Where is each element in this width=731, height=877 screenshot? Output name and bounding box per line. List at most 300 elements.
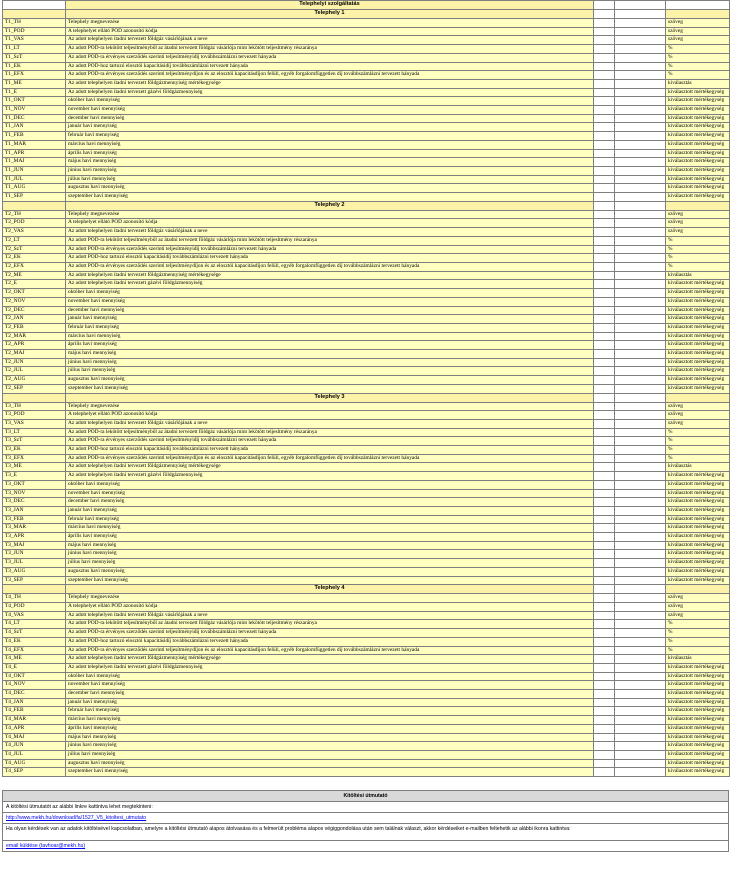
value-input-cell[interactable] [615, 27, 666, 36]
row-code: T2_JAN [3, 315, 66, 324]
value-input-cell[interactable] [615, 53, 666, 62]
row-code: T1_OKT [3, 97, 66, 106]
spacer-cell [594, 219, 615, 228]
row-unit: kiválasztott mértékegység [666, 97, 730, 106]
value-input-cell[interactable] [615, 132, 666, 141]
blank-cell [615, 201, 666, 210]
row-code: T1_SEP [3, 193, 66, 202]
blank-cell [594, 201, 615, 210]
table-row [3, 498, 730, 507]
row-code: T4_NOV [3, 681, 66, 690]
row-unit: kiválasztás [666, 463, 730, 472]
blank-cell [615, 585, 666, 594]
value-input-cell[interactable] [615, 446, 666, 455]
spacer-cell [594, 158, 615, 167]
row-code: T3_SEP [3, 576, 66, 585]
value-input-cell[interactable] [615, 533, 666, 542]
spacer-cell [594, 733, 615, 742]
value-input-cell[interactable] [615, 515, 666, 524]
row-unit: kiválasztott mértékegység [666, 166, 730, 175]
row-unit: kiválasztott mértékegység [666, 376, 730, 385]
table-row [3, 376, 730, 385]
table-row [3, 88, 730, 97]
spacer-cell [594, 358, 615, 367]
table-row [3, 759, 730, 768]
row-unit: % [666, 71, 730, 80]
spacer-cell [594, 341, 615, 350]
sheet-title: Telephelyi szolgáltatás [66, 1, 594, 10]
row-unit: kiválasztott mértékegység [666, 341, 730, 350]
spacer-cell [594, 594, 615, 603]
row-unit: kiválasztott mértékegység [666, 663, 730, 672]
value-input-cell[interactable] [615, 97, 666, 106]
spacer-cell [594, 262, 615, 271]
value-input-cell[interactable] [615, 576, 666, 585]
value-input-cell[interactable] [615, 62, 666, 71]
row-code: T1_AUG [3, 184, 66, 193]
table-row [3, 228, 730, 237]
row-unit: kiválasztott mértékegység [666, 733, 730, 742]
value-input-cell[interactable] [615, 45, 666, 54]
row-code: T3_TH [3, 402, 66, 411]
value-input-cell[interactable] [615, 489, 666, 498]
table-row [3, 158, 730, 167]
row-code: T4_SzT [3, 629, 66, 638]
section-header: Telephely 4 [66, 585, 594, 594]
value-input-cell[interactable] [615, 88, 666, 97]
row-unit: kiválasztott mértékegység [666, 88, 730, 97]
table-row [3, 611, 730, 620]
row-unit: kiválasztás [666, 79, 730, 88]
table-row [3, 106, 730, 115]
table-row [3, 341, 730, 350]
row-unit: kiválasztott mértékegység [666, 350, 730, 359]
value-input-cell[interactable] [615, 236, 666, 245]
section-header: Telephely 2 [66, 201, 594, 210]
spacer-cell [594, 297, 615, 306]
spacer-cell [594, 576, 615, 585]
row-unit: kiválasztott mértékegység [666, 114, 730, 123]
spacer-cell [594, 271, 615, 280]
spacer-cell [594, 45, 615, 54]
table-row [3, 646, 730, 655]
spacer-cell [594, 254, 615, 263]
row-code: T2_FEB [3, 323, 66, 332]
value-input-cell[interactable] [615, 524, 666, 533]
spacer-cell [594, 437, 615, 446]
spacer-cell [594, 498, 615, 507]
row-code: T1_TH [3, 19, 66, 28]
value-input-cell[interactable] [615, 245, 666, 254]
value-input-cell[interactable] [615, 280, 666, 289]
spacer-cell [594, 332, 615, 341]
table-row [3, 480, 730, 489]
value-input-cell[interactable] [615, 759, 666, 768]
row-code: T4_VAS [3, 611, 66, 620]
blank-cell [615, 10, 666, 19]
spacer-cell [594, 637, 615, 646]
value-input-cell[interactable] [615, 437, 666, 446]
table-row [3, 271, 730, 280]
spacer-cell [594, 193, 615, 202]
table-row [3, 219, 730, 228]
value-input-cell[interactable] [615, 175, 666, 184]
row-code: T2_MAJ [3, 350, 66, 359]
row-description: Az adott telephelyen ítadni tervezett földgáz vásárlójának a neve [66, 228, 594, 237]
row-description: július havi mennyiség [66, 750, 594, 759]
spacer-cell [594, 524, 615, 533]
value-input-cell[interactable] [615, 550, 666, 559]
spacer-cell [594, 759, 615, 768]
email-link[interactable]: email küldése (tavhoar@mekh.hu) [2, 841, 729, 852]
value-input-cell[interactable] [615, 193, 666, 202]
value-input-cell[interactable] [615, 114, 666, 123]
value-input-cell[interactable] [615, 384, 666, 393]
table-row [3, 19, 730, 28]
table-row [3, 297, 730, 306]
spacer-cell [594, 454, 615, 463]
row-description: december havi mennyiség [66, 498, 594, 507]
table-row [3, 533, 730, 542]
spacer-cell [594, 140, 615, 149]
row-unit: kiválasztott mértékegység [666, 184, 730, 193]
table-row [3, 541, 730, 550]
spacer-cell [594, 567, 615, 576]
table-row [3, 768, 730, 777]
value-input-cell[interactable] [615, 498, 666, 507]
row-unit: kiválasztott mértékegység [666, 149, 730, 158]
row-code: T1_MAR [3, 140, 66, 149]
value-input-cell[interactable] [615, 350, 666, 359]
section-header-row [3, 585, 730, 594]
row-unit: kiválasztott mértékegység [666, 140, 730, 149]
value-input-cell[interactable] [615, 36, 666, 45]
table-row [3, 132, 730, 141]
row-unit: % [666, 236, 730, 245]
row-code: T3_MAR [3, 524, 66, 533]
table-row [3, 576, 730, 585]
row-unit: kiválasztott mértékegység [666, 724, 730, 733]
row-description: július havi mennyiség [66, 559, 594, 568]
value-input-cell[interactable] [615, 716, 666, 725]
spacer-cell [594, 611, 615, 620]
table-row [3, 193, 730, 202]
value-input-cell[interactable] [615, 480, 666, 489]
spacer-cell [594, 655, 615, 664]
row-code: T1_E [3, 88, 66, 97]
table-row [3, 166, 730, 175]
value-input-cell[interactable] [615, 262, 666, 271]
value-input-cell[interactable] [615, 123, 666, 132]
spacer-cell [594, 690, 615, 699]
row-description: május havi mennyiség [66, 733, 594, 742]
blank-cell [3, 201, 66, 210]
value-input-cell[interactable] [615, 567, 666, 576]
row-description: május havi mennyiség [66, 541, 594, 550]
spacer-cell [594, 236, 615, 245]
table-row [3, 254, 730, 263]
spacer-cell [594, 707, 615, 716]
row-description: június havi mennyiség [66, 742, 594, 751]
row-unit: % [666, 45, 730, 54]
value-input-cell[interactable] [615, 637, 666, 646]
row-code: T4_FEB [3, 707, 66, 716]
spacer-cell [594, 210, 615, 219]
row-code: T2_JUN [3, 358, 66, 367]
value-input-cell[interactable] [615, 472, 666, 481]
row-unit: szöveg [666, 402, 730, 411]
section-header-row [3, 393, 730, 402]
value-input-cell[interactable] [615, 463, 666, 472]
value-input-cell[interactable] [615, 271, 666, 280]
value-input-cell[interactable] [615, 228, 666, 237]
row-code: T4_DEC [3, 690, 66, 699]
spacer-cell [594, 663, 615, 672]
row-code: T3_VAS [3, 419, 66, 428]
row-code: T4_JUN [3, 742, 66, 751]
row-code: T2_LT [3, 236, 66, 245]
row-code: T2_EFX [3, 262, 66, 271]
row-description: április havi mennyiség [66, 533, 594, 542]
row-description: Az adott POD-ra érvényes szerződés szerinti teljesítményidíj továbbszámlázni tervezett hányada [66, 245, 594, 254]
spacer-cell [594, 19, 615, 28]
row-description: november havi mennyiség [66, 681, 594, 690]
value-input-cell[interactable] [615, 672, 666, 681]
value-input-cell[interactable] [615, 506, 666, 515]
spacer-cell [594, 280, 615, 289]
value-input-cell[interactable] [615, 742, 666, 751]
row-unit: kiválasztott mértékegység [666, 707, 730, 716]
table-row [3, 620, 730, 629]
table-row [3, 332, 730, 341]
value-input-cell[interactable] [615, 376, 666, 385]
value-input-cell[interactable] [615, 655, 666, 664]
row-unit: kiválasztott mértékegység [666, 323, 730, 332]
row-description: Az adott POD-ra érvényes szerződés szerinti teljesítménydíjon és az elosztói kapacitásdíjon felüli, egyéb forgalomfüggetlen díj továbbszámlázni tervezett hányada [66, 71, 594, 80]
value-input-cell[interactable] [615, 367, 666, 376]
row-description: október havi mennyiség [66, 97, 594, 106]
spacer-cell [594, 472, 615, 481]
row-description: Az adott telephelyen ítadni tervezett földgáz vásárlójának a neve [66, 611, 594, 620]
row-code: T1_EK [3, 62, 66, 71]
value-input-cell[interactable] [615, 681, 666, 690]
row-description: július havi mennyiség [66, 367, 594, 376]
section-header-row [3, 10, 730, 19]
spacer-cell [594, 629, 615, 638]
value-input-cell[interactable] [615, 341, 666, 350]
row-code: T3_MAJ [3, 541, 66, 550]
table-row [3, 280, 730, 289]
table-row [3, 114, 730, 123]
value-input-cell[interactable] [615, 106, 666, 115]
value-input-cell[interactable] [615, 184, 666, 193]
value-input-cell[interactable] [615, 541, 666, 550]
row-unit: kiválasztott mértékegység [666, 742, 730, 751]
row-description: június havi mennyiség [66, 550, 594, 559]
row-unit: kiválasztott mértékegység [666, 698, 730, 707]
value-input-cell[interactable] [615, 663, 666, 672]
value-input-cell[interactable] [615, 358, 666, 367]
guide-link[interactable]: http://www.mekh.hu/download/fa/1527_V5_kitoltesi_utmutato [2, 813, 729, 824]
table-row [3, 663, 730, 672]
value-input-cell[interactable] [615, 690, 666, 699]
row-code: T4_E [3, 663, 66, 672]
table-row [3, 149, 730, 158]
value-input-cell[interactable] [615, 620, 666, 629]
row-unit: szöveg [666, 19, 730, 28]
instructions-text: A kitöltési útmutatót az alábbi linkre kattintva lehet megtekinteni: [2, 802, 729, 813]
value-input-cell[interactable] [615, 149, 666, 158]
value-input-cell[interactable] [615, 629, 666, 638]
row-code: T2_AUG [3, 376, 66, 385]
row-description: augusztus havi mennyiség [66, 759, 594, 768]
row-code: T4_SEP [3, 768, 66, 777]
row-code: T1_JAN [3, 123, 66, 132]
row-description: Az adott POD-ra érvényes szerződés szerinti teljesítményidíj továbbszámlázni tervezett hányada [66, 53, 594, 62]
spacer-cell [594, 489, 615, 498]
value-input-cell[interactable] [615, 219, 666, 228]
row-description: január havi mennyiség [66, 123, 594, 132]
spacer-cell [594, 132, 615, 141]
spacer-cell [594, 62, 615, 71]
value-input-cell[interactable] [615, 611, 666, 620]
row-description: Az adott telephelyen ítadni tervezett földgázmennyiség mértékegysége [66, 79, 594, 88]
row-unit: kiválasztott mértékegység [666, 690, 730, 699]
row-code: T3_ME [3, 463, 66, 472]
row-unit: kiválasztott mértékegység [666, 524, 730, 533]
row-description: Az adott POD-ra lekötött teljesítményből az átadni tervezett földgáz vásárlója mint lekötött teljesítmény részaránya [66, 45, 594, 54]
row-unit: kiválasztott mértékegység [666, 759, 730, 768]
row-unit: kiválasztott mértékegység [666, 158, 730, 167]
value-input-cell[interactable] [615, 733, 666, 742]
row-unit: % [666, 53, 730, 62]
row-description: augusztus havi mennyiség [66, 376, 594, 385]
value-input-cell[interactable] [615, 166, 666, 175]
spacer-cell [594, 350, 615, 359]
value-input-cell[interactable] [615, 306, 666, 315]
spacer-cell [594, 446, 615, 455]
row-code: T4_AUG [3, 759, 66, 768]
value-input-cell[interactable] [615, 603, 666, 612]
value-input-cell[interactable] [615, 297, 666, 306]
row-description: február havi mennyiség [66, 707, 594, 716]
spacer-cell [594, 620, 615, 629]
row-description: A telephelyet ellátó POD azonosító kódja [66, 27, 594, 36]
row-unit: kiválasztott mértékegység [666, 332, 730, 341]
value-input-cell[interactable] [615, 724, 666, 733]
row-code: T3_JAN [3, 506, 66, 515]
blank-cell [666, 1, 730, 10]
value-input-cell[interactable] [615, 19, 666, 28]
row-unit: szöveg [666, 594, 730, 603]
value-input-cell[interactable] [615, 158, 666, 167]
row-code: T1_MAJ [3, 158, 66, 167]
row-unit: % [666, 646, 730, 655]
value-input-cell[interactable] [615, 323, 666, 332]
spacer-cell [594, 79, 615, 88]
row-unit: kiválasztott mértékegység [666, 515, 730, 524]
row-unit: % [666, 620, 730, 629]
row-unit: szöveg [666, 27, 730, 36]
spacer-cell [594, 463, 615, 472]
spacer-cell [594, 672, 615, 681]
row-code: T3_JUN [3, 550, 66, 559]
row-unit: % [666, 629, 730, 638]
value-input-cell[interactable] [615, 428, 666, 437]
value-input-cell[interactable] [615, 559, 666, 568]
value-input-cell[interactable] [615, 210, 666, 219]
table-row [3, 454, 730, 463]
blank-cell [666, 10, 730, 19]
row-unit: kiválasztott mértékegység [666, 567, 730, 576]
row-unit: kiválasztott mértékegység [666, 306, 730, 315]
row-description: január havi mennyiség [66, 698, 594, 707]
value-input-cell[interactable] [615, 646, 666, 655]
value-input-cell[interactable] [615, 402, 666, 411]
table-row [3, 707, 730, 716]
value-input-cell[interactable] [615, 140, 666, 149]
row-description: Az adott POD-ra érvényes szerződés szerinti teljesítménydíjon és az elosztói kapacitásdíjon felüli, egyéb forgalomfüggetlen díj továbbszámlázni tervezett hányada [66, 454, 594, 463]
value-input-cell[interactable] [615, 594, 666, 603]
value-input-cell[interactable] [615, 254, 666, 263]
table-row [3, 690, 730, 699]
row-unit: kiválasztott mértékegység [666, 132, 730, 141]
table-row [3, 62, 730, 71]
row-code: T4_JUL [3, 750, 66, 759]
spacer-cell [594, 166, 615, 175]
row-code: T2_VAS [3, 228, 66, 237]
value-input-cell[interactable] [615, 332, 666, 341]
instructions-text-2: Ha olyan kérdések van az adatok kitöltésével kapcsolatban, amelyre a kitöltési útmutató alapos átolvasása és a felmerült probléma alapos végiggondolása után sem találnak választ, akkor kérdéseiket e-mailben feltehetik az alábbi ikonra kattintva: [2, 824, 729, 841]
section-header: Telephely 1 [66, 10, 594, 19]
table-row [3, 716, 730, 725]
value-input-cell[interactable] [615, 289, 666, 298]
row-code: T3_OKT [3, 480, 66, 489]
row-code: T1_EFX [3, 71, 66, 80]
row-code: T3_E [3, 472, 66, 481]
table-row [3, 53, 730, 62]
row-code: T4_APR [3, 724, 66, 733]
spacer-cell [594, 541, 615, 550]
row-unit: szöveg [666, 411, 730, 420]
blank-cell [3, 585, 66, 594]
value-input-cell[interactable] [615, 79, 666, 88]
value-input-cell[interactable] [615, 707, 666, 716]
table-row [3, 524, 730, 533]
value-input-cell[interactable] [615, 419, 666, 428]
value-input-cell[interactable] [615, 411, 666, 420]
row-code: T2_NOV [3, 297, 66, 306]
value-input-cell[interactable] [615, 315, 666, 324]
row-description: Az adott POD-ra érvényes szerződés szerinti teljesítménydíjon és az elosztói kapacitásdíjon felüli, egyéb forgalomfüggetlen díj továbbszámlázni tervezett hányada [66, 646, 594, 655]
value-input-cell[interactable] [615, 71, 666, 80]
table-row [3, 358, 730, 367]
row-description: augusztus havi mennyiség [66, 184, 594, 193]
value-input-cell[interactable] [615, 698, 666, 707]
title-row [3, 1, 730, 10]
value-input-cell[interactable] [615, 768, 666, 777]
row-description: november havi mennyiség [66, 489, 594, 498]
value-input-cell[interactable] [615, 454, 666, 463]
row-code: T2_POD [3, 219, 66, 228]
value-input-cell[interactable] [615, 750, 666, 759]
spacer-cell [594, 323, 615, 332]
row-code: T4_MAR [3, 716, 66, 725]
blank-cell [3, 1, 66, 10]
row-description: Az adott POD-hoz tartozó elosztói kapacitásidíj továbbszámlázni tervezett hányada [66, 446, 594, 455]
row-code: T1_ME [3, 79, 66, 88]
table-row [3, 210, 730, 219]
